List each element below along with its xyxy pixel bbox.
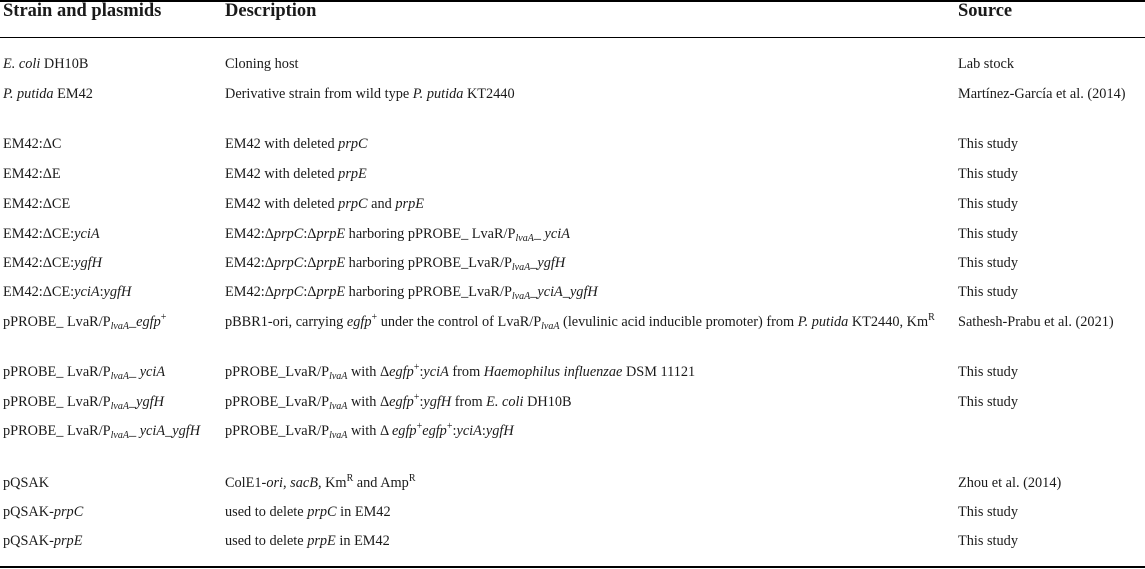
cell-strain: pPROBE_ LvaR/$P_{lvaA}\_$ yciA_ygfH xyxy=(3,423,201,441)
cell-source: This study xyxy=(958,284,1018,300)
cell-description: used to delete prpE in EM42 xyxy=(225,533,390,549)
cell-strain: pQSAK xyxy=(3,475,50,491)
cell-source: Zhou et al. (2014) xyxy=(958,475,1062,491)
cell-strain: EM42:ΔCE:yciA:ygfH xyxy=(3,284,132,300)
cell-description: used to delete prpC in EM42 xyxy=(225,504,391,520)
cell-source: Lab stock xyxy=(958,56,1014,72)
cell-description: pBBR1-ori, carrying egfp+ under the control of LvaR/$P_{lvaA}$ (levulinic acid inducible promoter) from P. putida KT2440, $Km^R$ xyxy=(225,312,935,332)
table-header-rule xyxy=(0,37,1145,38)
cell-description: ColE1-ori, sacB, $Km^R$ and Amp$^R$ xyxy=(225,473,416,491)
cell-strain: EM42:ΔCE:ygfH xyxy=(3,255,102,271)
cell-description: EM42 with deleted prpC xyxy=(225,136,368,152)
cell-strain: EM42:ΔCE xyxy=(3,196,71,212)
cell-description: EM42:ΔprpC:ΔprpE harboring pPROBE_ LvaR/$P_{lvaA}\_$ yciA xyxy=(225,226,570,244)
cell-description: EM42:ΔprpC:ΔprpE harboring $pPROBE\_LvaR/P_{lvaA}\_yciA\_ygfH$ xyxy=(225,284,598,302)
cell-strain: EM42:ΔCE:yciA xyxy=(3,226,100,242)
cell-source: This study xyxy=(958,394,1018,410)
cell-description: Cloning host xyxy=(225,56,299,72)
cell-strain: pPROBE_ LvaR/$P_{lvaA}\_ygfH$ xyxy=(3,394,164,412)
cell-description: Derivative strain from wild type P. putida KT2440 xyxy=(225,86,515,102)
cell-source: This study xyxy=(958,255,1018,271)
cell-description: EM42 with deleted prpE xyxy=(225,166,367,182)
header-strain: Strain and plasmids xyxy=(3,1,162,21)
cell-source: Martínez-García et al. (2014) xyxy=(958,86,1126,102)
cell-description: $pPROBE\_LvaR/P_{lvaA}$ with Δ egfp+egfp+:yciA:ygfH xyxy=(225,421,514,441)
cell-description: EM42 with deleted prpC and prpE xyxy=(225,196,424,212)
cell-strain: pQSAK-prpC xyxy=(3,504,84,520)
cell-strain: P. putida EM42 xyxy=(3,86,93,102)
cell-source: Sathesh-Prabu et al. (2021) xyxy=(958,314,1114,330)
cell-source: This study xyxy=(958,533,1018,549)
cell-strain: pPROBE_ LvaR/$P_{lvaA}\_$ yciA xyxy=(3,364,166,382)
cell-strain: pQSAK-prpE xyxy=(3,533,83,549)
cell-source: This study xyxy=(958,166,1018,182)
cell-strain: EM42:ΔE xyxy=(3,166,61,182)
cell-description: $pPROBE\_LvaR/P_{lvaA}$ with Δegfp+:yciA from Haemophilus influenzae DSM 11121 xyxy=(225,362,696,382)
cell-source: This study xyxy=(958,504,1018,520)
header-description: Description xyxy=(225,1,317,21)
table-bottom-rule xyxy=(0,566,1145,568)
cell-strain: E. coli DH10B xyxy=(3,56,89,72)
cell-strain: EM42:ΔC xyxy=(3,136,62,152)
cell-source: This study xyxy=(958,364,1018,380)
header-source: Source xyxy=(958,1,1013,21)
cell-description: EM42:ΔprpC:ΔprpE harboring $pPROBE\_LvaR/P_{lvaA}\_ygfH$ xyxy=(225,255,566,273)
cell-source: This study xyxy=(958,226,1018,242)
cell-strain: pPROBE_ LvaR/$P_{lvaA}\_egfp^+$ xyxy=(3,312,167,332)
cell-description: $pPROBE\_LvaR/P_{lvaA}$ with Δegfp+:ygfH from E. coli DH10B xyxy=(225,392,572,412)
cell-source: This study xyxy=(958,136,1018,152)
cell-source: This study xyxy=(958,196,1018,212)
